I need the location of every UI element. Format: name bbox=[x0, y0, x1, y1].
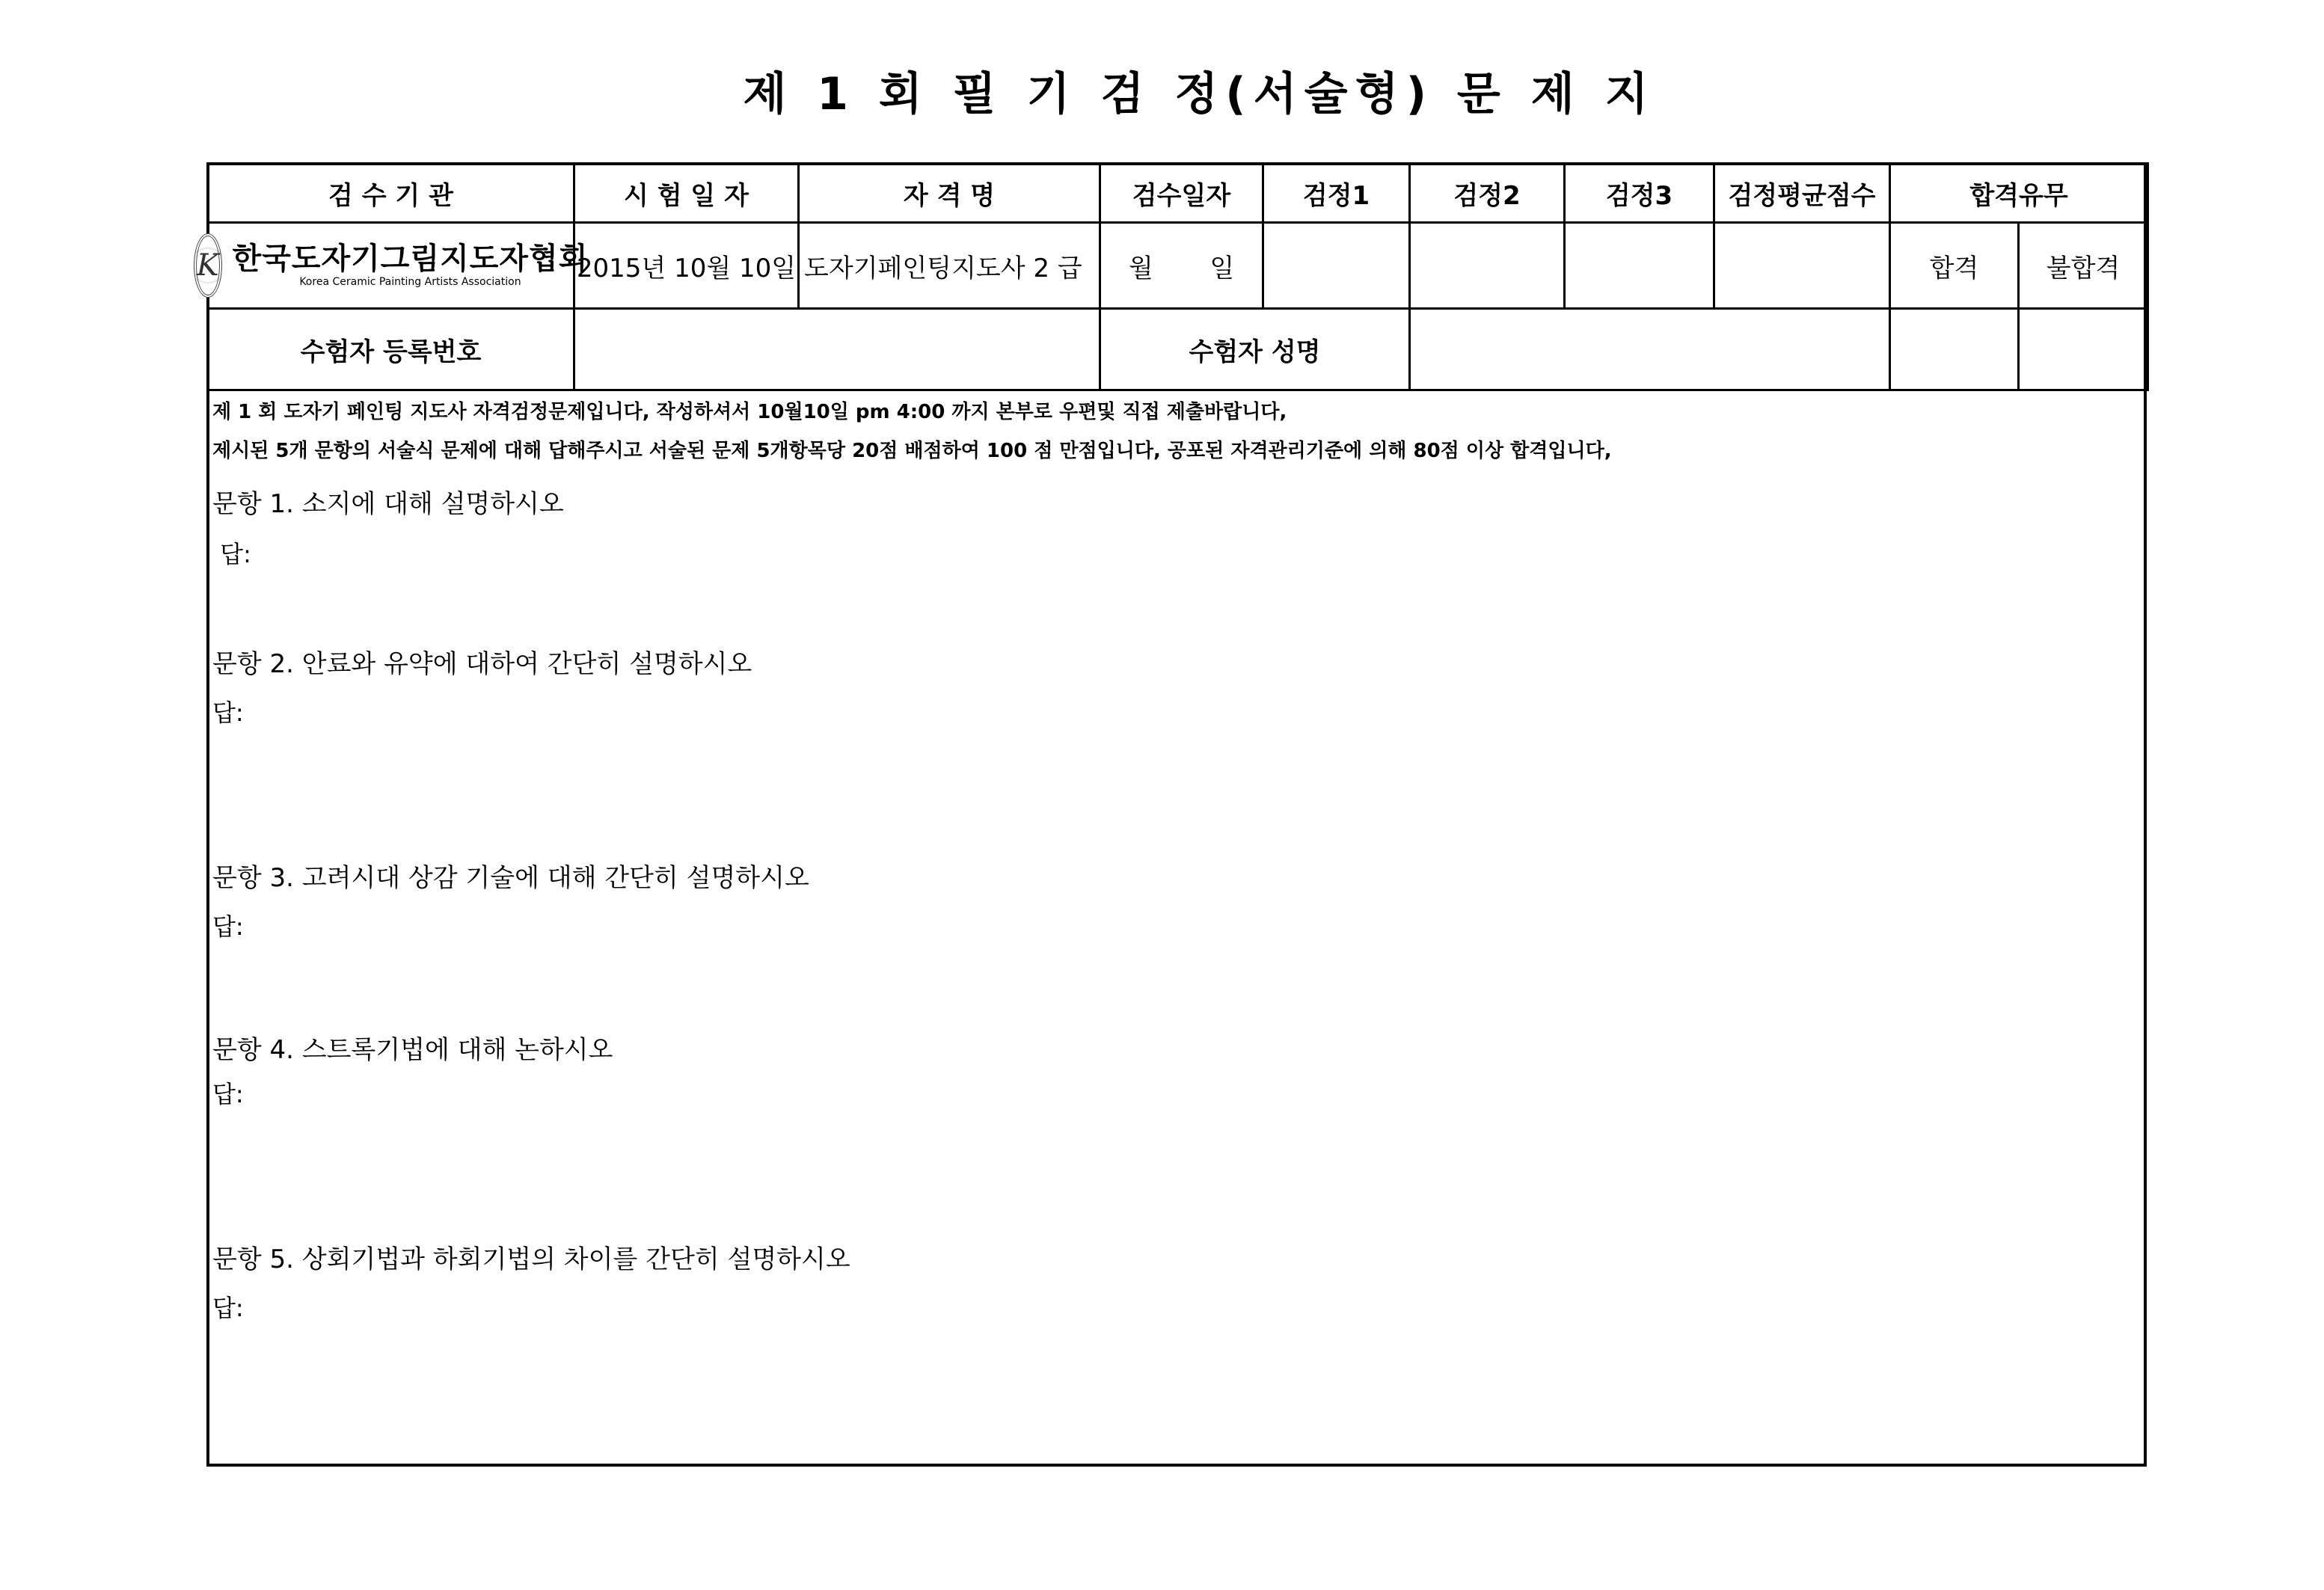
seal-icon: K bbox=[194, 233, 222, 298]
exam-date-value: 2015년 10월 10일 bbox=[574, 223, 799, 309]
col-label-result: 합격유무 bbox=[1890, 164, 2148, 223]
name-label: 수험자 성명 bbox=[1100, 309, 1410, 390]
answer-2-label[interactable]: 답: bbox=[212, 699, 244, 727]
reg-no-label: 수험자 등록번호 bbox=[208, 309, 574, 390]
header-labels-row bbox=[208, 164, 2148, 223]
col-label-score3: 검정3 bbox=[1565, 164, 1714, 223]
name-field[interactable] bbox=[1410, 309, 1890, 390]
answer-4-label[interactable]: 답: bbox=[212, 1080, 244, 1108]
answer-3-label[interactable]: 답: bbox=[212, 912, 244, 941]
question-5: 문항 5. 상회기법과 하회기법의 차이를 간단히 설명하시오 bbox=[212, 1244, 850, 1274]
answer-1-label[interactable]: 답: bbox=[212, 540, 251, 568]
question-3: 문항 3. 고려시대 상감 기술에 대해 간단히 설명하시오 bbox=[212, 863, 809, 893]
score1-value[interactable] bbox=[1263, 223, 1410, 309]
question-1: 문항 1. 소지에 대해 설명하시오 bbox=[212, 489, 564, 519]
average-value[interactable] bbox=[1714, 223, 1890, 309]
org-name-ko: 한국도자기그림지도자협회 bbox=[232, 241, 589, 276]
score2-value[interactable] bbox=[1410, 223, 1565, 309]
col-label-average: 검정평균점수 bbox=[1714, 164, 1890, 223]
fail-mark-field[interactable] bbox=[2019, 309, 2148, 390]
col-label-review-date: 검수일자 bbox=[1100, 164, 1263, 223]
notice-line-2: 제시된 5개 문항의 서술식 문제에 대해 답해주시고 서술된 문제 5개항목당 20점 배점하여 100 점 만점입니다, 공포된 자격관리기준에 의해 80점 이상 합격입니다, bbox=[212, 440, 1612, 462]
score3-value[interactable] bbox=[1565, 223, 1714, 309]
col-label-qualification: 자 격 명 bbox=[799, 164, 1100, 223]
org-logo-cell bbox=[196, 223, 589, 309]
notice-line-1: 제 1 회 도자기 페인팅 지도사 자격검정문제입니다, 작성하셔서 10월10일 pm 4:00 까지 본부로 우편및 직접 제출바랍니다, bbox=[212, 401, 1287, 423]
col-label-score2: 검정2 bbox=[1410, 164, 1565, 223]
header-values-row bbox=[208, 223, 2148, 309]
col-label-org: 검 수 기 관 bbox=[208, 164, 574, 223]
col-label-score1: 검정1 bbox=[1263, 164, 1410, 223]
reg-no-field[interactable] bbox=[574, 309, 1100, 390]
fail-label: 불합격 bbox=[2019, 223, 2148, 309]
qualification-value: 도자기페인팅지도사 2 급 bbox=[799, 223, 1100, 309]
col-label-exam-date: 시 험 일 자 bbox=[574, 164, 799, 223]
pass-label: 합격 bbox=[1890, 223, 2019, 309]
pass-mark-field[interactable] bbox=[1890, 309, 2019, 390]
candidate-row bbox=[208, 309, 2148, 390]
org-name-en: Korea Ceramic Painting Artists Association bbox=[299, 276, 521, 288]
exam-header-table bbox=[196, 162, 2149, 391]
question-2: 문항 2. 안료와 유약에 대하여 간단히 설명하시오 bbox=[212, 649, 752, 679]
answer-5-label[interactable]: 답: bbox=[212, 1294, 244, 1322]
review-date-value: 월 일 bbox=[1100, 223, 1263, 309]
org-logo bbox=[196, 233, 589, 298]
page-title: 제 1 회 필 기 검 정(서술형) 문 제 지 bbox=[743, 68, 1656, 120]
question-4: 문항 4. 스트록기법에 대해 논하시오 bbox=[212, 1035, 613, 1065]
